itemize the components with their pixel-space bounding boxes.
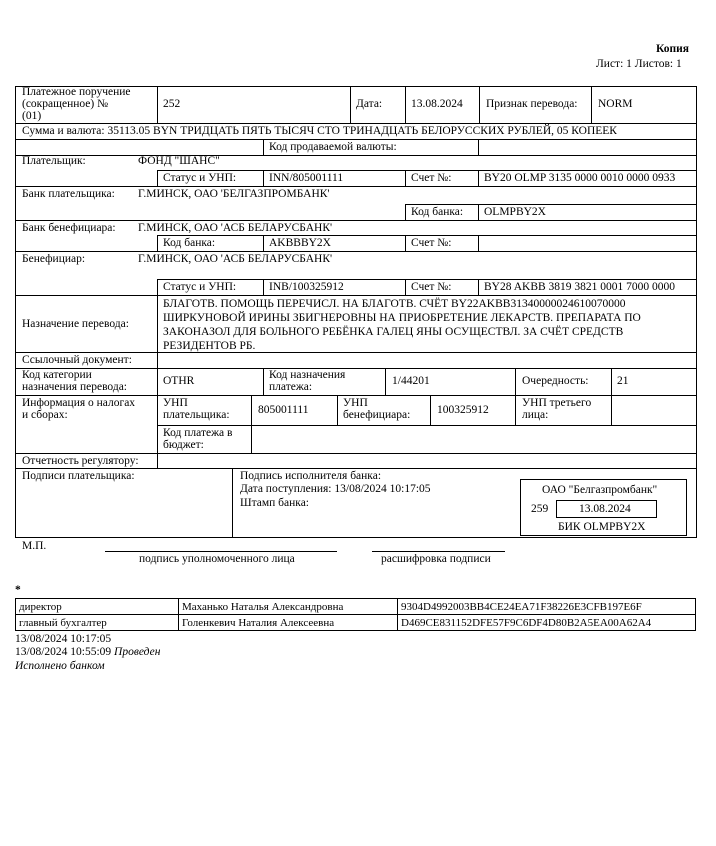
payer-signatures-label: Подписи плательщика: (22, 470, 135, 482)
beneficiary-status: INB/100325912 (269, 281, 344, 293)
beneficiary-label: Бенефициар: (22, 253, 86, 265)
payer-bank-label: Банк плательщика: (22, 188, 115, 200)
copy-label: Копия (656, 43, 689, 55)
third-unp-label: УНП третьего лица: (522, 397, 592, 421)
priority-label: Очередность: (522, 375, 589, 387)
payer-unp: 805001111 (258, 404, 309, 416)
benef-unp-label: УНП бенефициара: (343, 397, 411, 421)
stamp-date: 13.08.2024 (579, 503, 631, 515)
sheet-info: Лист: 1 Листов: 1 (596, 58, 682, 70)
stamp-bank: ОАО "Белгазпромбанк" (542, 484, 658, 496)
executor-signature-label: Подпись исполнителя банка: (240, 470, 382, 482)
benef-bank-label: Банк бенефициара: (22, 222, 116, 234)
priority: 21 (617, 375, 629, 387)
benef-bank-name: Г.МИНСК, ОАО 'АСБ БЕЛАРУСБАНК' (138, 222, 333, 234)
payer-label: Плательщик: (22, 155, 86, 167)
beneficiary-account: BY28 AKBB 3819 3821 0001 7000 0000 (484, 281, 676, 293)
table-row (16, 599, 696, 615)
log-line-1: 13/08/2024 10:17:05 (15, 633, 112, 645)
budget-code-label: Код платежа в бюджет: (163, 427, 233, 451)
amount-line: Сумма и валюта: 35113.05 BYN ТРИДЦАТЬ ПЯТЬ ТЫСЯЧ СТО ТРИНАДЦАТЬ БЕЛОРУССКИХ РУБЛЕЙ, 05 КОПЕЕК (22, 125, 617, 137)
stamp-label: Штамп банка: (240, 497, 309, 509)
payer-status-label: Статус и УНП: (163, 172, 237, 184)
benef-unp: 100325912 (437, 404, 489, 416)
payer-unp-label: УНП плательщика: (163, 397, 230, 421)
benef-bank-code: AKBBBY2X (269, 237, 331, 249)
asterisk: * (15, 584, 21, 596)
benef-bank-account-label: Счет №: (411, 237, 452, 249)
received-date: Дата поступления: 13/08/2024 10:17:05 (240, 483, 431, 495)
signers-table (15, 598, 696, 631)
payer-bank-name: Г.МИНСК, ОАО 'БЕЛГАЗПРОМБАНК' (138, 188, 330, 200)
purpose-text: БЛАГОТВ. ПОМОЩЬ ПЕРЕЧИСЛ. НА БЛАГОТВ. СЧЁТ BY22AKBB31340000024610070000 ШИРКУНОВОЙ ИРИНЫ ЗБИГНЕРОВНЫ НА ПРИОБРЕТЕНИЕ ЛЕКАРСТВ. ПРЕПАРАТА ПО ЗАКОНАЗОЛ ДЛЯ БОЛЬНОГО РЕБЁНКА ГАЛЕЦ ЯНЫ ОСУЩЕСТВЛ. ЗА СЧЁТ СРЕДСТВ РЕЗИДЕНТОВ РБ. (163, 298, 641, 352)
order-date: 13.08.2024 (411, 98, 463, 110)
signer-name: Маханько Наталья Александровна (179, 599, 398, 615)
signature-caption: подпись уполномоченного лица (139, 553, 295, 565)
decoding-caption: расшифровка подписи (381, 553, 491, 565)
signer-name: Голенкевич Наталия Алексеевна (179, 615, 398, 631)
category-value: OTHR (163, 375, 195, 387)
signer-hash: 9304D4992003BB4CE24EA71F38226E3CFB197E6F (398, 599, 696, 615)
payer-account: BY20 OLMP 3135 0000 0010 0000 0933 (484, 172, 676, 184)
transfer-sign: NORM (598, 98, 633, 110)
order-title: Платежное поручение (сокращенное) № (01) (22, 86, 131, 122)
taxes-label: Информация о налогах и сборах: (22, 397, 136, 421)
benef-bank-code-label: Код банка: (163, 237, 216, 249)
signer-role: директор (16, 599, 179, 615)
log-line-3: Исполнено банком (15, 660, 105, 672)
reference-label: Ссылочный документ: (22, 354, 132, 366)
sold-currency-label: Код продаваемой валюты: (269, 141, 397, 153)
mp-label: М.П. (22, 540, 47, 552)
signer-role: главный бухгалтер (16, 615, 179, 631)
payer-name: ФОНД "ШАНС" (138, 155, 220, 167)
regulator-label: Отчетность регулятору: (22, 455, 139, 467)
payer-status: INN/805001111 (269, 172, 344, 184)
beneficiary-account-label: Счет №: (411, 281, 452, 293)
transfer-sign-label: Признак перевода: (486, 98, 578, 110)
category-label: Код категории назначения перевода: (22, 369, 127, 393)
beneficiary-name: Г.МИНСК, ОАО 'АСБ БЕЛАРУСБАНК' (138, 253, 333, 265)
beneficiary-status-label: Статус и УНП: (163, 281, 237, 293)
log-line-2: 13/08/2024 10:55:09 Проведен (15, 646, 161, 658)
purpose-code: 1/44201 (392, 375, 430, 387)
payer-bank-code-label: Код банка: (411, 206, 464, 218)
table-row (16, 615, 696, 631)
payer-bank-code: OLMPBY2X (484, 206, 546, 218)
purpose-label: Назначение перевода: (22, 318, 129, 330)
date-label: Дата: (356, 98, 383, 110)
order-number: 252 (163, 98, 181, 110)
stamp-bic: БИК OLMPBY2X (558, 521, 646, 533)
signer-hash: D469CE831152DFE57F9C6DF4D80B2A5EA00A62A4 (398, 615, 696, 631)
purpose-code-label: Код назначения платежа: (269, 369, 346, 393)
stamp-number: 259 (531, 503, 549, 515)
payer-account-label: Счет №: (411, 172, 452, 184)
